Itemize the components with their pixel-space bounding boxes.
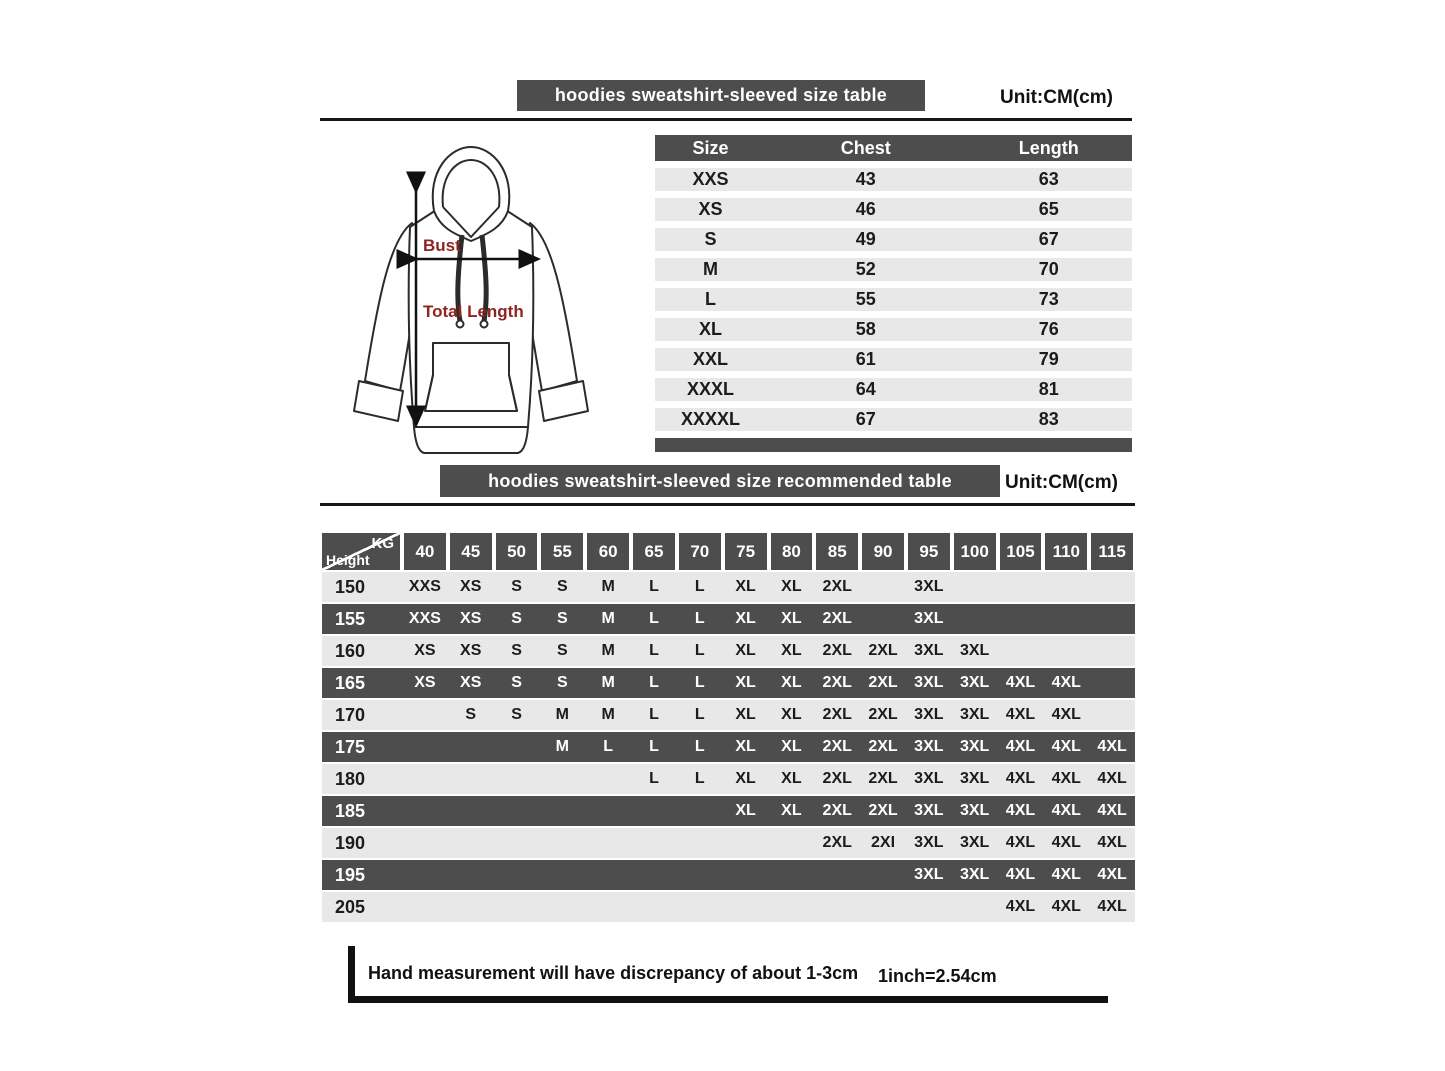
recommended-size-cell: 2XI xyxy=(871,834,896,851)
height-row-label: 180 xyxy=(335,768,366,789)
size-table-header-row xyxy=(655,135,1132,161)
size-cell: XL xyxy=(698,319,722,339)
size-table-row xyxy=(655,378,1132,401)
height-row-label: 185 xyxy=(335,800,366,821)
recommended-size-cell: XL xyxy=(781,770,802,787)
size-table-row xyxy=(655,288,1132,311)
recommended-size-cell: XS xyxy=(414,642,436,659)
recommended-size-cell: 4XL xyxy=(1005,802,1036,819)
kg-column-header: 75 xyxy=(725,533,767,570)
recommended-size-cell: M xyxy=(601,674,615,691)
recommended-size-cell: 2XL xyxy=(822,674,852,691)
recommended-size-cell: 2XL xyxy=(822,642,852,659)
kg-column-header: 95 xyxy=(908,533,950,570)
recommended-size-cell: M xyxy=(555,738,569,755)
recommended-size-cell: 4XL xyxy=(1097,898,1127,915)
recommended-size-cell: 2XL xyxy=(868,706,898,723)
recommended-size-cell: M xyxy=(555,706,569,723)
kg-column-header: 60 xyxy=(587,533,629,570)
recommended-size-cell: 4XL xyxy=(1005,866,1036,883)
recommended-table-title-bar xyxy=(440,465,1000,497)
length-cell: 83 xyxy=(1038,409,1059,429)
chest-cell: 61 xyxy=(855,349,876,369)
recommended-size-cell: M xyxy=(601,642,615,659)
recommended-table-row xyxy=(322,892,1135,922)
recommended-table-row xyxy=(322,668,1135,698)
recommended-size-cell: 3XL xyxy=(914,642,944,659)
recommended-size-cell: L xyxy=(694,738,705,755)
recommended-size-cell: L xyxy=(694,674,705,691)
size-table-row xyxy=(655,318,1132,341)
recommended-size-cell: XL xyxy=(781,674,802,691)
recommended-size-cell: XL xyxy=(735,578,756,595)
recommended-size-cell: XL xyxy=(735,802,756,819)
recommended-size-cell: 4XL xyxy=(1051,866,1081,883)
height-row-label: 195 xyxy=(335,864,366,885)
corner-kg-label: KG xyxy=(371,535,394,552)
recommended-size-cell: M xyxy=(601,706,615,723)
footer-bottom-bar xyxy=(348,996,1108,1003)
recommended-table-row xyxy=(322,636,1135,666)
recommended-size-cell: L xyxy=(694,578,705,595)
recommended-size-cell: 4XL xyxy=(1051,834,1081,851)
recommended-table-row xyxy=(322,860,1135,890)
recommended-size-cell: S xyxy=(511,706,522,723)
recommended-size-cell: L xyxy=(649,610,659,627)
size-table-row xyxy=(655,348,1132,371)
chest-cell: 49 xyxy=(855,229,876,249)
recommended-size-cell: M xyxy=(601,610,615,627)
footer-note: Hand measurement will have discrepancy of about 1-3cm xyxy=(368,963,859,983)
recommended-table-title: hoodies sweatshirt-sleeved size recommended table xyxy=(488,470,952,491)
length-cell: 67 xyxy=(1038,229,1059,249)
recommended-size-cell: 4XL xyxy=(1005,738,1036,755)
divider-1 xyxy=(320,118,1132,121)
recommended-size-cell: S xyxy=(465,706,477,723)
kg-column-header: 70 xyxy=(679,533,721,570)
recommended-size-cell: 2XL xyxy=(868,738,898,755)
recommended-size-cell: L xyxy=(694,706,705,723)
recommended-size-cell: XL xyxy=(781,802,802,819)
kg-column-header: 105 xyxy=(1000,533,1042,570)
size-table-column-header: Chest xyxy=(840,137,891,158)
size-table-body xyxy=(655,168,1132,431)
recommended-table-body xyxy=(322,572,1135,922)
divider-2 xyxy=(320,503,1135,506)
recommended-size-cell: 4XL xyxy=(1097,866,1127,883)
size-cell: XXL xyxy=(692,349,728,369)
unit-label-2: Unit:CM(cm) xyxy=(1005,472,1118,493)
footer-conversion: 1inch=2.54cm xyxy=(878,966,997,986)
recommended-size-cell: L xyxy=(694,770,705,787)
recommended-size-cell: 4XL xyxy=(1097,834,1127,851)
size-table xyxy=(655,135,1132,452)
recommended-size-cell: 3XL xyxy=(914,674,944,691)
recommended-size-cell: 4XL xyxy=(1005,706,1036,723)
recommended-size-cell: 4XL xyxy=(1051,802,1081,819)
height-row-label: 155 xyxy=(335,608,366,629)
recommended-size-cell: XL xyxy=(781,738,802,755)
recommended-size-cell: 4XL xyxy=(1005,770,1036,787)
recommended-size-cell: 3XL xyxy=(959,706,990,723)
recommended-size-cell: 4XL xyxy=(1051,770,1081,787)
height-row-label: 175 xyxy=(335,736,366,757)
size-table-column-header: Size xyxy=(692,137,729,158)
kg-column-header: 65 xyxy=(633,533,675,570)
unit-label-1: Unit:CM(cm) xyxy=(1000,87,1113,108)
kg-column-header: 115 xyxy=(1091,533,1133,570)
recommended-size-cell: XL xyxy=(735,610,756,627)
size-cell: L xyxy=(704,289,716,309)
chest-cell: 67 xyxy=(855,409,876,429)
recommended-size-cell: 3XL xyxy=(914,802,944,819)
recommended-size-cell: 3XL xyxy=(959,802,990,819)
recommended-size-cell: 2XL xyxy=(822,834,852,851)
chest-cell: 43 xyxy=(855,169,876,189)
recommended-size-cell: 3XL xyxy=(914,610,944,627)
recommended-size-cell: 3XL xyxy=(914,834,944,851)
height-row-label: 160 xyxy=(335,640,366,661)
recommended-size-cell: XL xyxy=(781,610,802,627)
kg-column-header: 90 xyxy=(862,533,904,570)
total-length-label: Total Length xyxy=(423,302,524,321)
size-table-column-header: Length xyxy=(1018,137,1079,158)
size-table-row xyxy=(655,168,1132,191)
recommended-size-cell: L xyxy=(694,610,705,627)
corner-height-label: Height xyxy=(326,552,370,568)
kg-column-header: 50 xyxy=(496,533,538,570)
recommended-size-cell: 2XL xyxy=(822,770,852,787)
recommended-size-cell: 4XL xyxy=(1051,674,1081,691)
recommended-table-row xyxy=(322,572,1135,602)
recommended-table-row xyxy=(322,828,1135,858)
recommended-size-cell: 2XL xyxy=(868,674,898,691)
recommended-size-cell: 2XL xyxy=(868,770,898,787)
recommended-table xyxy=(322,533,1135,922)
recommended-size-cell: 3XL xyxy=(959,866,990,883)
height-row-label: 190 xyxy=(335,832,366,853)
recommended-size-cell: XS xyxy=(460,642,482,659)
size-cell: XXXXL xyxy=(680,409,740,429)
recommended-size-cell: L xyxy=(694,642,705,659)
recommended-size-cell: 4XL xyxy=(1005,674,1036,691)
recommended-size-cell: S xyxy=(511,642,522,659)
recommended-size-cell: 4XL xyxy=(1097,770,1127,787)
recommended-size-cell: 4XL xyxy=(1097,802,1127,819)
chest-cell: 46 xyxy=(855,199,876,219)
recommended-size-cell: 3XL xyxy=(914,738,944,755)
kg-column-header: 45 xyxy=(450,533,492,570)
size-cell: XS xyxy=(698,199,723,219)
footer-left-bar xyxy=(348,946,355,1003)
recommended-size-cell: 3XL xyxy=(914,866,944,883)
recommended-size-cell: 4XL xyxy=(1051,706,1081,723)
height-row-label: 205 xyxy=(335,896,366,917)
recommended-size-cell: 2XL xyxy=(868,642,898,659)
recommended-size-cell: XS xyxy=(460,578,482,595)
recommended-size-cell: L xyxy=(649,738,659,755)
recommended-size-cell: XXS xyxy=(408,610,441,627)
recommended-size-cell: 3XL xyxy=(914,706,944,723)
recommended-size-cell: L xyxy=(649,706,659,723)
recommended-table-row xyxy=(322,764,1135,794)
recommended-size-cell: 2XL xyxy=(868,802,898,819)
length-cell: 63 xyxy=(1038,169,1059,189)
chest-cell: 55 xyxy=(855,289,876,309)
recommended-size-cell: M xyxy=(601,578,615,595)
recommended-size-cell: 3XL xyxy=(959,834,990,851)
recommended-size-cell: XL xyxy=(781,706,802,723)
recommended-size-cell: 3XL xyxy=(914,578,944,595)
recommended-size-cell: L xyxy=(603,738,614,755)
recommended-size-cell: L xyxy=(649,674,659,691)
kg-column-header: 100 xyxy=(954,533,996,570)
recommended-size-cell: XL xyxy=(735,674,756,691)
recommended-size-cell: 2XL xyxy=(822,578,852,595)
kg-column-header: 80 xyxy=(771,533,813,570)
recommended-size-cell: L xyxy=(649,770,659,787)
recommended-size-cell: 3XL xyxy=(959,770,990,787)
recommended-size-cell: XS xyxy=(460,610,482,627)
kg-column-header: 40 xyxy=(404,533,446,570)
height-row-label: 165 xyxy=(335,672,366,693)
chest-cell: 52 xyxy=(855,259,876,279)
length-cell: 73 xyxy=(1038,289,1059,309)
recommended-table-row xyxy=(322,796,1135,826)
recommended-size-cell: XL xyxy=(781,642,802,659)
size-cell: XXS xyxy=(692,169,729,189)
size-cell: M xyxy=(702,259,718,279)
hoodie-outline xyxy=(354,147,588,453)
recommended-size-cell: XXS xyxy=(408,578,441,595)
recommended-size-cell: XL xyxy=(735,706,756,723)
size-table-row xyxy=(655,228,1132,251)
hoodie-diagram xyxy=(330,131,612,463)
height-row-label: 150 xyxy=(335,576,366,597)
size-table-row xyxy=(655,258,1132,281)
recommended-size-cell: S xyxy=(557,674,568,691)
kg-column-header: 85 xyxy=(816,533,858,570)
recommended-size-cell: 4XL xyxy=(1005,898,1036,915)
recommended-size-cell: XL xyxy=(735,738,756,755)
recommended-size-cell: S xyxy=(511,610,522,627)
recommended-size-cell: 3XL xyxy=(959,674,990,691)
recommended-size-cell: S xyxy=(511,674,522,691)
recommended-size-cell: S xyxy=(511,578,522,595)
recommended-table-header-row xyxy=(322,533,1135,570)
recommended-size-cell: XS xyxy=(414,674,436,691)
length-cell: 70 xyxy=(1038,259,1059,279)
size-cell: S xyxy=(704,229,717,249)
recommended-size-cell: 4XL xyxy=(1097,738,1127,755)
size-table-row xyxy=(655,408,1132,431)
size-table-bottom-bar xyxy=(655,438,1132,452)
recommended-size-cell: 3XL xyxy=(959,642,990,659)
length-cell: 81 xyxy=(1038,379,1059,399)
length-cell: 65 xyxy=(1038,199,1059,219)
recommended-size-cell: 3XL xyxy=(959,738,990,755)
size-cell: XXXL xyxy=(686,379,734,399)
recommended-size-cell: 4XL xyxy=(1005,834,1036,851)
recommended-table-row xyxy=(322,700,1135,730)
kg-column-header: 110 xyxy=(1045,533,1087,570)
recommended-size-cell: XL xyxy=(735,642,756,659)
recommended-size-cell: 2XL xyxy=(822,706,852,723)
recommended-size-cell: 4XL xyxy=(1051,738,1081,755)
recommended-size-cell: S xyxy=(557,642,568,659)
recommended-size-cell: XL xyxy=(735,770,756,787)
recommended-size-cell: 2XL xyxy=(822,802,852,819)
kg-height-corner-cell xyxy=(322,533,400,570)
size-table-title-bar xyxy=(517,80,925,111)
recommended-size-cell: L xyxy=(649,578,659,595)
recommended-size-cell: S xyxy=(557,578,568,595)
size-table-title: hoodies sweatshirt-sleeved size table xyxy=(554,85,888,105)
recommended-size-cell: XL xyxy=(781,578,802,595)
chest-cell: 58 xyxy=(855,319,876,339)
recommended-table-row xyxy=(322,732,1135,762)
height-row-label: 170 xyxy=(335,704,366,725)
recommended-size-cell: 2XL xyxy=(822,610,852,627)
size-table-row xyxy=(655,198,1132,221)
recommended-size-cell: 2XL xyxy=(822,738,852,755)
recommended-size-cell: 3XL xyxy=(914,770,944,787)
recommended-table-row xyxy=(322,604,1135,634)
recommended-size-cell: L xyxy=(649,642,659,659)
length-cell: 76 xyxy=(1038,319,1059,339)
bust-label: Bust xyxy=(423,236,461,255)
kg-column-header: 55 xyxy=(541,533,583,570)
recommended-size-cell: XS xyxy=(460,674,482,691)
length-cell: 79 xyxy=(1038,349,1059,369)
recommended-size-cell: S xyxy=(557,610,568,627)
recommended-size-cell: 4XL xyxy=(1051,898,1081,915)
chest-cell: 64 xyxy=(855,379,876,399)
